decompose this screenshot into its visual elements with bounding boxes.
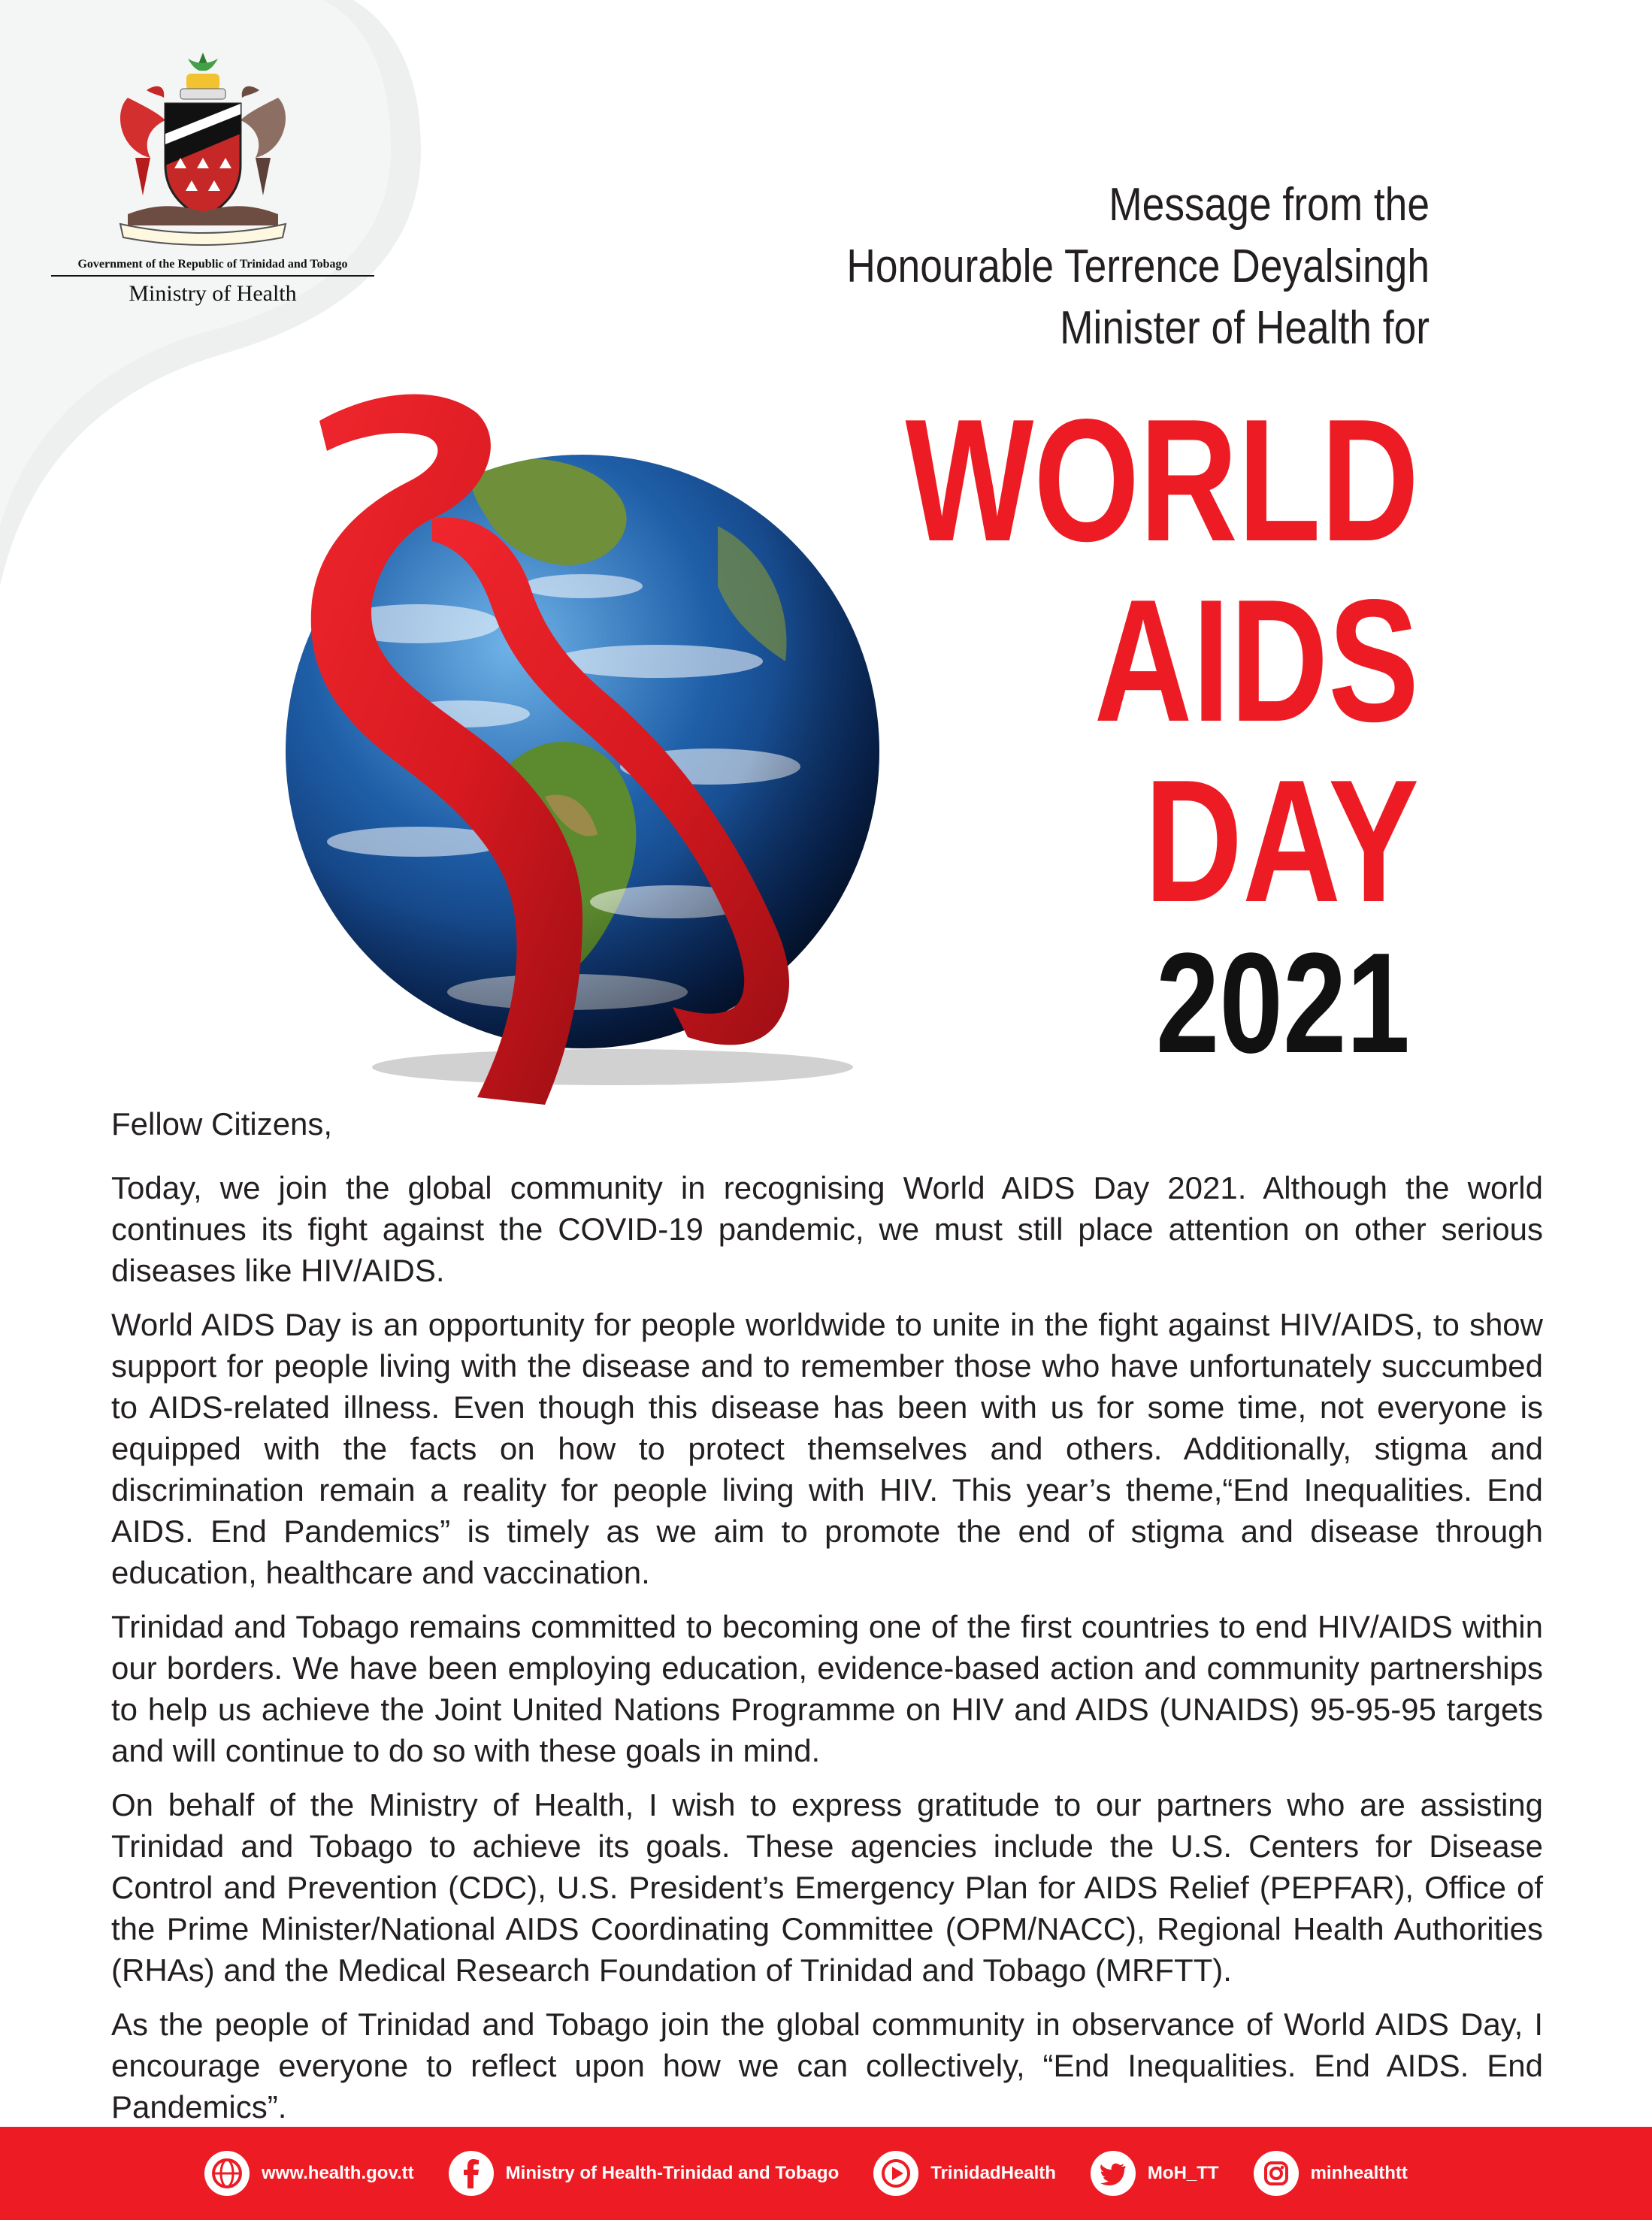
letter-paragraph: Today, we join the global community in recognising World AIDS Day 2021. Although the world continues its fight against the COVID-19 pandemic, we must still place attention on other serious diseases like HIV/AIDS. (111, 1170, 1543, 1288)
event-year: 2021 (1155, 924, 1410, 1083)
message-heading-line: Message from the (1109, 179, 1430, 231)
letter-paragraph: As the people of Trinidad and Tobago join the global community in observance of World AIDS Day, I encourage everyone to reflect upon how we can collectively, “End Inequalities. End AIDS. End Pandemics”. (111, 2007, 1543, 2125)
twitter-label: MoH_TT (1147, 2163, 1219, 2183)
globe-icon (203, 2149, 251, 2197)
footer-bar (0, 2127, 1652, 2220)
event-title-line: AIDS (1094, 564, 1419, 758)
youtube-label: TrinidadHealth (930, 2163, 1056, 2183)
letter-paragraph: World AIDS Day is an opportunity for people worldwide to unite in the fight against HIV/AIDS, to show support for people living with the disease and to remember those who have unfortunately succumbed to AIDS-related illness. Even though this disease has been with us for some time, not everyone is equipped with the facts on how to protect themselves and others. Additionally, stigma and discrimination remain a reality for people living with HIV. This year’s theme,“End Inequalities. End AIDS. End Pandemics” is timely as we aim to promote the end of stigma and disease through education, healthcare and vaccination. (111, 1307, 1543, 1590)
globe-red-ribbon-image (192, 376, 928, 1127)
event-title (891, 383, 1419, 939)
message-heading-line: Honourable Terrence Deyalsingh (846, 240, 1430, 292)
letter-paragraph: Trinidad and Tobago remains committed to becoming one of the first countries to end HIV/AIDS within our borders. We have been employing education, evidence-based action and community partnerships to help us achieve the Joint United Nations Programme on HIV and AIDS (UNAIDS) 95-95-95 targets and will continue to do so with these goals in mind. (111, 1609, 1543, 1768)
twitter-link[interactable] (1089, 2149, 1219, 2197)
facebook-link[interactable] (447, 2149, 840, 2197)
letter-paragraph: On behalf of the Ministry of Health, I wish to express gratitude to our partners who are assisting Trinidad and Tobago to achieve its goals. These agencies include the U.S. Centers for Disease Control and Prevention (CDC), U.S. President’s Emergency Plan for AIDS Relief (PEPFAR), Office of the Prime Minister/National AIDS Coordinating Committee (OPM/NACC), Regional Health Authorities (RHAs) and the Medical Research Foundation of Trinidad and Tobago (MRFTT). (111, 1787, 1543, 1988)
youtube-icon (872, 2149, 920, 2197)
youtube-link[interactable] (872, 2149, 1056, 2197)
instagram-label: minhealthtt (1310, 2163, 1408, 2183)
website-label: www.health.gov.tt (262, 2163, 414, 2183)
message-heading (719, 174, 1430, 359)
government-name: Government of the Republic of Trinidad and Tobago (77, 258, 348, 271)
ministry-name: Ministry of Health (129, 281, 297, 306)
facebook-label: Ministry of Health-Trinidad and Tobago (505, 2163, 840, 2183)
twitter-icon (1089, 2149, 1137, 2197)
letter-body (111, 1103, 1543, 2140)
logo-divider (51, 275, 374, 277)
website-link[interactable] (203, 2149, 414, 2197)
event-title-line: WORLD (905, 383, 1419, 578)
salutation: Fellow Citizens, (111, 1106, 333, 1142)
message-heading-line: Minister of Health for (1060, 302, 1430, 354)
instagram-link[interactable] (1252, 2149, 1408, 2197)
instagram-icon (1252, 2149, 1300, 2197)
event-title-line: DAY (1144, 744, 1419, 939)
coat-of-arms-icon (105, 45, 301, 248)
ministry-logo (45, 45, 376, 316)
facebook-icon (447, 2149, 495, 2197)
social-links (203, 2148, 1408, 2199)
